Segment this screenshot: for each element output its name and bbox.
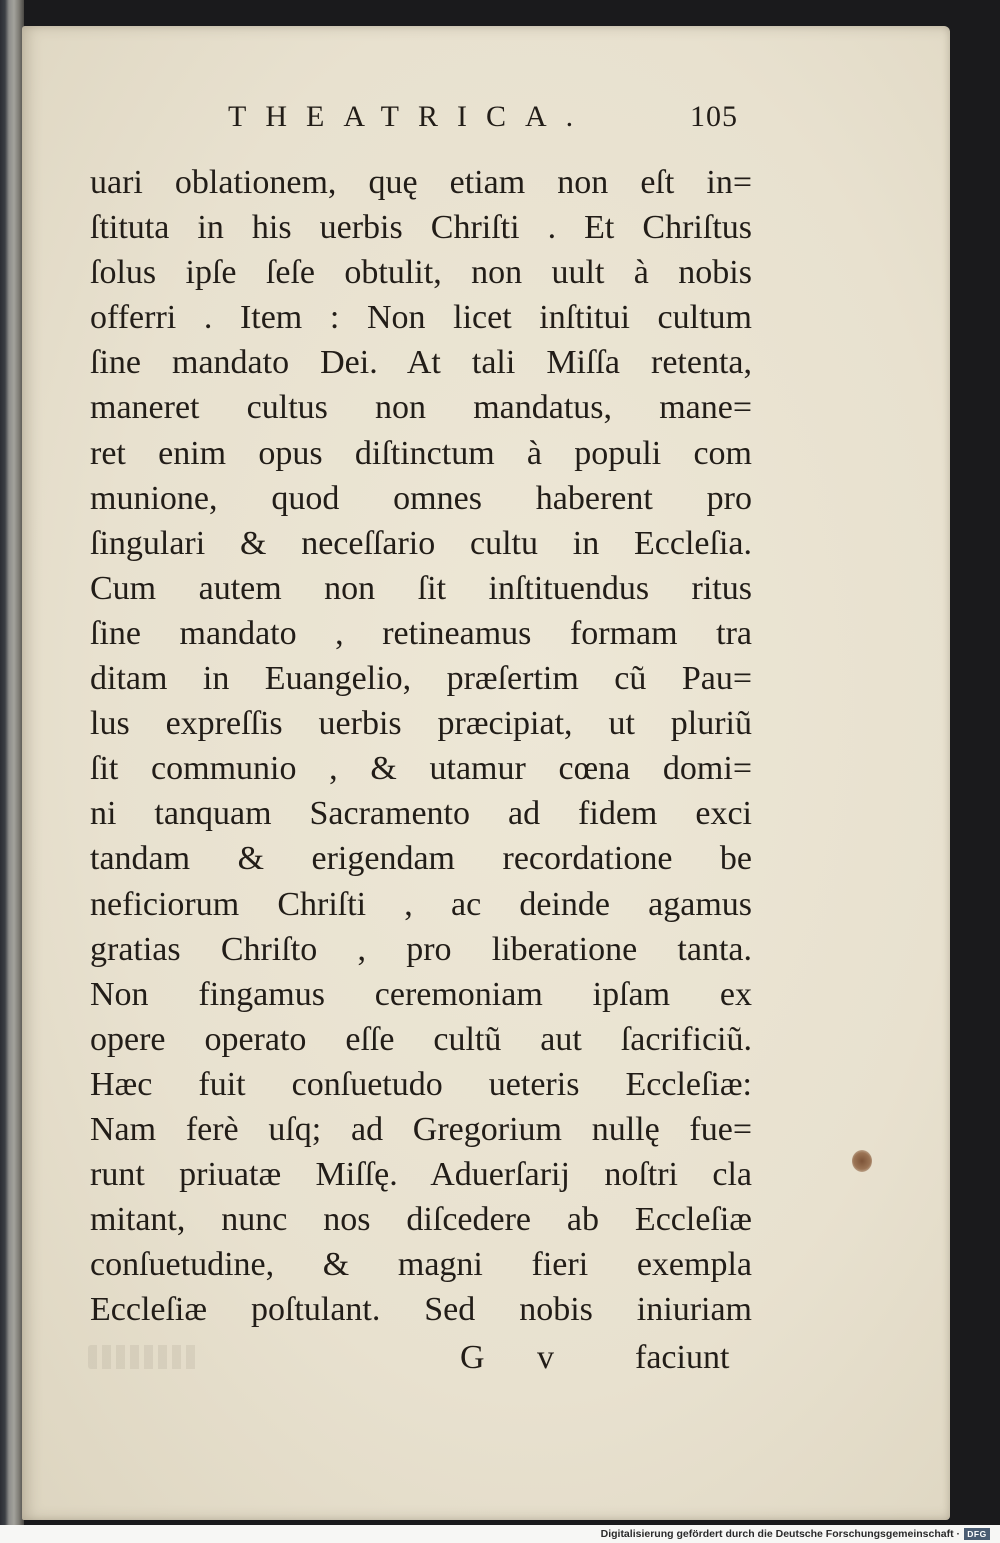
text-line: ſit communio , & utamur cœna domi=: [90, 750, 752, 788]
text-line: Nam ferè uſq; ad Gregorium nullę fue=: [90, 1110, 752, 1148]
text-line: offerri . Item : Non licet inſtitui cultum: [90, 299, 752, 337]
text-line: runt priuatæ Miſſę. Aduerſarij noſtri cla: [90, 1156, 752, 1194]
text-line: uari oblationem, quę etiam non eſt in=: [90, 164, 752, 201]
credit-band: [0, 1525, 1000, 1543]
text-line: lus expreſſis uerbis præcipiat, ut pluriũ: [90, 705, 752, 743]
text-line: conſuetudine, & magni fieri exempla: [90, 1246, 752, 1284]
catchword: faciunt: [635, 1339, 730, 1376]
text-line: Eccleſiæ poſtulant. Sed nobis iniuriam: [90, 1291, 752, 1329]
text-line: gratias Chriſto , pro liberatione tanta.: [90, 930, 752, 968]
text-line: ſine mandato , retineamus formam tra: [90, 614, 752, 652]
text-line: opere operato eſſe cultũ aut ſacrificiũ.: [90, 1020, 752, 1058]
text-line: ni tanquam Sacramento ad fidem exci: [90, 795, 752, 833]
signature-mark: G v: [460, 1339, 577, 1376]
running-title: THEATRICA.: [228, 100, 593, 133]
binding-edge: [0, 0, 24, 1525]
text-line: Non fingamus ceremoniam ipſam ex: [90, 975, 752, 1013]
text-line: ret enim opus diſtinctum à populi com: [90, 434, 752, 472]
text-line: Hæc fuit conſuetudo ueteris Eccleſiæ:: [90, 1065, 752, 1103]
foxing-stain: [852, 1150, 872, 1172]
text-line: neficiorum Chriſti , ac deinde agamus: [90, 885, 752, 923]
text-line: Cum autem non ſit inſtituendus ritus: [90, 569, 752, 607]
text-line: ſtituta in his uerbis Chriſti . Et Chriſtus: [90, 209, 752, 247]
text-line: tandam & erigendam recordatione be: [90, 840, 752, 878]
text-line: ſine mandato Dei. At tali Miſſa retenta,: [90, 344, 752, 382]
page-number: 105: [690, 100, 738, 133]
text-line: mitant, nunc nos diſcedere ab Eccleſiæ: [90, 1201, 752, 1239]
show-through-mark: [88, 1345, 198, 1369]
credit-text: Digitalisierung gefördert durch die Deutsche Forschungsgemeinschaft ·: [600, 1528, 960, 1540]
text-line: ſingulari & neceſſario cultu in Eccleſia.: [90, 524, 752, 562]
body-text: [90, 160, 752, 1332]
text-line: ſolus ipſe ſeſe obtulit, non uult à nobis: [90, 254, 752, 292]
dfg-logo: DFG: [964, 1528, 990, 1540]
text-line: maneret cultus non mandatus, mane=: [90, 389, 752, 427]
text-line: munione, quod omnes haberent pro: [90, 479, 752, 517]
text-line: ditam in Euangelio, præſertim cũ Pau=: [90, 660, 752, 698]
